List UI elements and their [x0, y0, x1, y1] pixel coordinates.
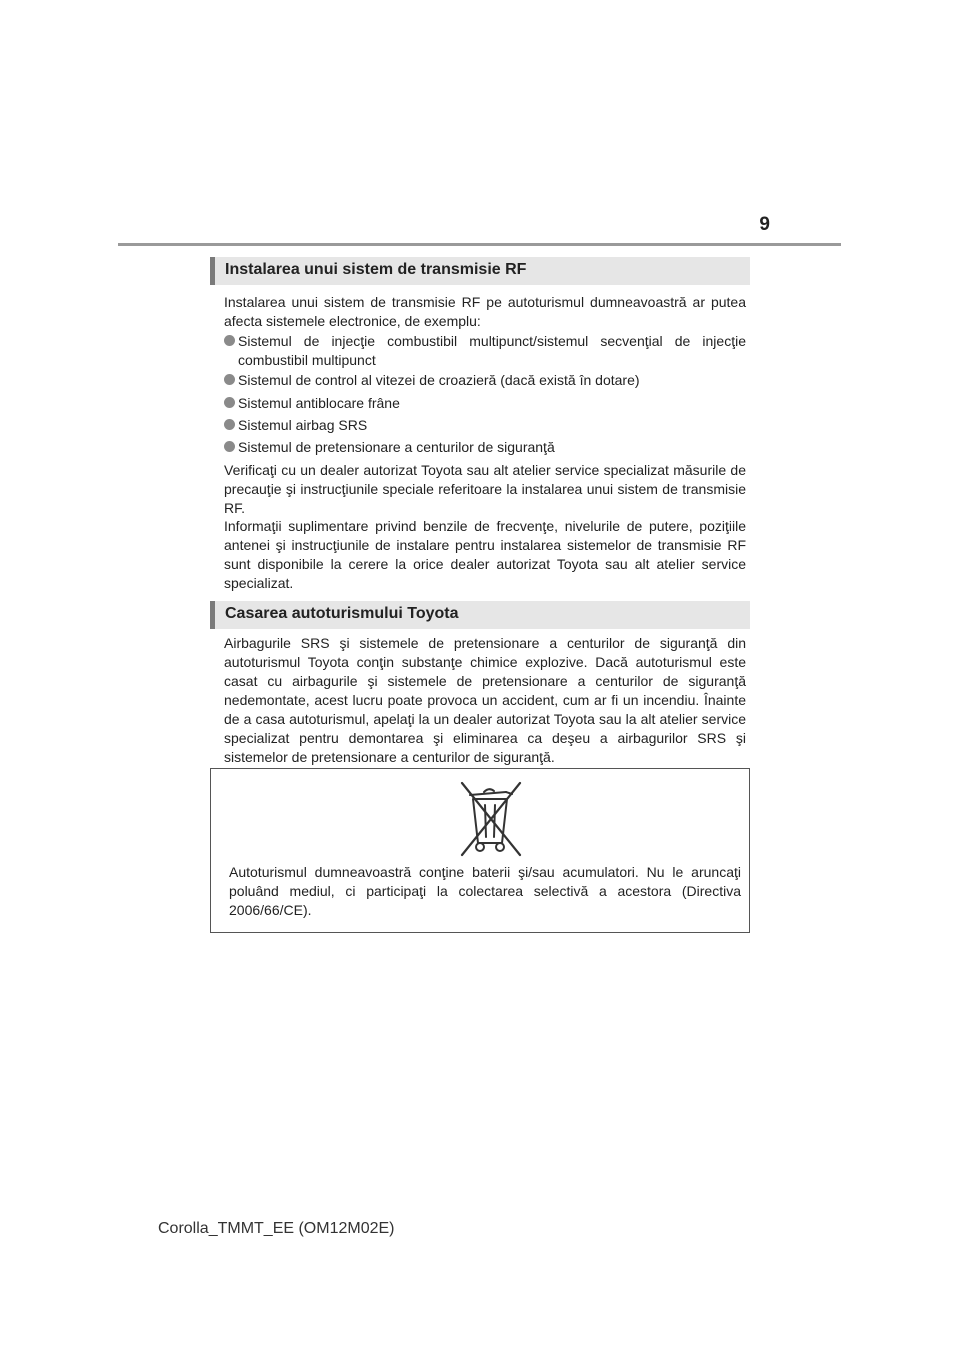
bullet-text: Sistemul antiblocare frâne	[238, 395, 400, 411]
bullet-text: Sistemul de injecţie combustibil multipunct/sistemul secvenţial de injecţie combustibil multipunct	[238, 333, 746, 368]
paragraph: Informaţii suplimentare privind benzile de frecvenţe, nivelurile de putere, poziţiile antenei şi instrucţiunile de instalare pentru instalarea sistemelor de transmisie RF sunt disponibile la cerere la orice dealer autorizat Toyota sau alt atelier service specializat.	[224, 518, 746, 591]
section-intro: Instalarea unui sistem de transmisie RF pe autoturismul dumneavoastră ar putea afecta sistemele electronice, de exemplu:	[224, 294, 746, 329]
document-footer: Corolla_TMMT_EE (OM12M02E)	[158, 1220, 395, 1237]
section-title: Casarea autoturismului Toyota	[225, 605, 459, 622]
bullet-item	[224, 394, 746, 413]
bullet-item	[224, 332, 746, 370]
section-header-accent-bar	[210, 601, 215, 629]
bullet-item	[224, 416, 746, 435]
bullet-item	[224, 438, 746, 457]
section-header-vehicle-scrapping	[210, 601, 750, 629]
bullet-icon	[224, 441, 235, 452]
header-divider	[118, 243, 841, 246]
bullet-text: Sistemul de pretensionare a centurilor de siguranţă	[238, 439, 555, 455]
section-title: Instalarea unui sistem de transmisie RF	[225, 261, 527, 278]
section-header-rf-transmission	[210, 257, 750, 285]
page-number: 9	[759, 214, 770, 235]
section-header-accent-bar	[210, 257, 215, 285]
bullet-text: Sistemul airbag SRS	[238, 417, 368, 433]
battery-disposal-note	[210, 768, 750, 933]
bullet-icon	[224, 335, 235, 346]
bullet-text: Sistemul de control al vitezei de croazieră (dacă există în dotare)	[238, 372, 640, 388]
paragraph: Verificaţi cu un dealer autorizat Toyota sau alt atelier service specializat măsurile de precauţie şi instrucţiunile speciale referitoare la instalarea unui sistem de transmisie RF.	[224, 462, 746, 516]
bullet-item	[224, 371, 746, 390]
paragraph: Airbagurile SRS şi sistemele de pretensionare a centurilor de siguranţă din autoturismul Toyota conţin substanţe chimice explozive. Dacă autoturismul este casat cu airbagurile şi sistemele de pretensionare a centurilor de siguranţă nedemontate, acest lucru poate provoca un accident, cum ar fi un incendiu. Înainte de a casa autoturismul, apelaţi la un dealer autorizat Toyota sau la alt atelier service specializat pentru demontarea şi eliminarea ca deşeu a airbagurilor SRS şi sistemelor de pretensionare a centurilor de siguranţă.	[224, 635, 746, 765]
bullet-icon	[224, 397, 235, 408]
bullet-icon	[224, 374, 235, 385]
crossed-out-wheelie-bin-icon	[456, 777, 526, 859]
bullet-icon	[224, 419, 235, 430]
note-text: Autoturismul dumneavoastră conţine baterii şi/sau acumulatori. Nu le aruncaţi poluând mediul, ci participaţi la colectarea selectivă a acestora (Directiva 2006/66/CE).	[229, 864, 741, 918]
